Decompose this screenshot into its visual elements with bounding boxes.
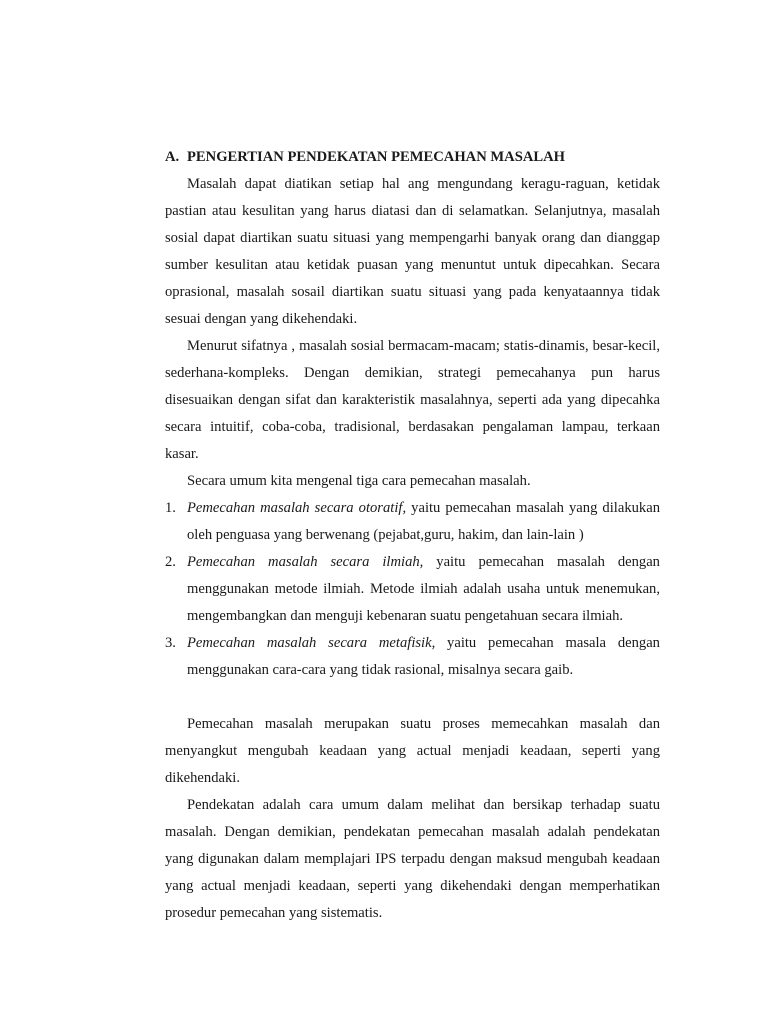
list-item bbox=[165, 630, 660, 684]
paragraph-gap bbox=[165, 684, 660, 711]
section-letter: A. bbox=[165, 149, 180, 165]
list-text: yaitu pemecahan masalah dengan menggunakan metode ilmiah. Metode ilmiah adalah usaha untuk menemukan, mengembangkan dan menguji kebenaran suatu pengetahuan secara ilmiah. bbox=[187, 554, 660, 624]
section-heading bbox=[165, 144, 660, 171]
list-number: 1. bbox=[165, 500, 176, 516]
list-number: 3. bbox=[165, 635, 176, 651]
list-term: Pemecahan masalah secara otoratif, bbox=[187, 500, 407, 516]
list-term: Pemecahan masalah secara metafisik, bbox=[187, 635, 436, 651]
paragraph-intro-methods: Secara umum kita mengenal tiga cara pemecahan masalah. bbox=[187, 473, 531, 489]
section-title: PENGERTIAN PENDEKATAN PEMECAHAN MASALAH bbox=[187, 149, 565, 165]
paragraph-approach: Pendekatan adalah cara umum dalam melihat dan bersikap terhadap suatu masalah. Dengan demikian, pendekatan pemecahan masalah adalah pendekatan yang digunakan dalam memplajari IPS terpadu dengan maksud mengubah keadaan yang actual menjadi keadaan, seperti yang dikehendaki dengan memperhatikan prosedur pemecahan yang sistematis. bbox=[165, 797, 660, 921]
paragraph-nature: Menurut sifatnya , masalah sosial bermacam-macam; statis-dinamis, besar-kecil, sederhana-kompleks. Dengan demikian, strategi pemecahanya pun harus disesuaikan dengan sifat dan karakteristik masalahnya, seperti ada yang dipecahka secara intuitif, coba-coba, tradisional, berdasakan pengalaman lampau, terkaan kasar. bbox=[165, 338, 660, 462]
list-item bbox=[165, 495, 660, 549]
methods-list bbox=[165, 495, 660, 684]
list-term: Pemecahan masalah secara ilmiah, bbox=[187, 554, 424, 570]
paragraph-definition: Masalah dapat diatikan setiap hal ang mengundang keragu-raguan, ketidak pastian atau kesulitan yang harus diatasi dan di selamatkan. Selanjutnya, masalah sosial dapat diartikan suatu situasi yang mempengarhi banyak orang dan dianggap sumber kesulitan atau ketidak puasan yang menuntut untuk dipecahkan. Secara oprasional, masalah sosail diartikan suatu situasi yang pada kenyataannya tidak sesuai dengan yang dikehendaki. bbox=[165, 176, 660, 327]
list-text: yaitu pemecahan masalah yang dilakukan oleh penguasa yang berwenang (pejabat,guru, hakim, dan lain-lain ) bbox=[187, 500, 660, 543]
paragraph-problem-solving: Pemecahan masalah merupakan suatu proses memecahkan masalah dan menyangkut mengubah keadaan yang actual menjadi keadaan, seperti yang dikehendaki. bbox=[165, 716, 660, 786]
list-number: 2. bbox=[165, 554, 176, 570]
document-page bbox=[165, 144, 660, 927]
list-item bbox=[165, 549, 660, 630]
list-text: yaitu pemecahan masala dengan menggunakan cara-cara yang tidak rasional, misalnya secara gaib. bbox=[187, 635, 660, 678]
